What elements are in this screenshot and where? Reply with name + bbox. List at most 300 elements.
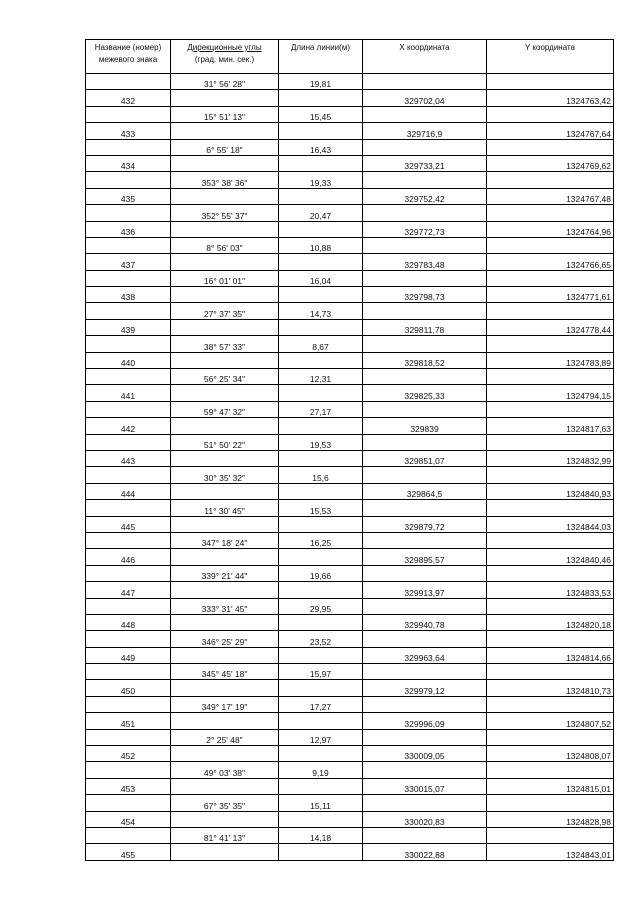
y-coordinate-cell: 1324771,61 xyxy=(487,287,614,303)
line-length-cell xyxy=(279,418,363,434)
point-row xyxy=(86,123,614,139)
direction-angle-cell: 38° 57' 33" xyxy=(171,336,279,352)
line-length-cell xyxy=(279,516,363,532)
segment-row xyxy=(86,303,614,319)
x-coordinate-cell xyxy=(363,434,487,450)
segment-row xyxy=(86,467,614,483)
y-coordinate-cell xyxy=(487,205,614,221)
direction-angle-cell: 352° 55' 37" xyxy=(171,205,279,221)
y-coordinate-cell: 1324764,96 xyxy=(487,221,614,237)
line-length-cell xyxy=(279,123,363,139)
point-row xyxy=(86,549,614,565)
y-coordinate-cell: 1324808,07 xyxy=(487,746,614,762)
header-point-name-line2: межевого знака xyxy=(98,55,158,64)
line-length-cell xyxy=(279,352,363,368)
x-coordinate-cell: 329733,21 xyxy=(363,155,487,171)
segment-row xyxy=(86,664,614,680)
y-coordinate-cell: 1324833,53 xyxy=(487,582,614,598)
point-name-cell xyxy=(86,303,171,319)
x-coordinate-cell xyxy=(363,500,487,516)
x-coordinate-cell: 329798,73 xyxy=(363,287,487,303)
y-coordinate-cell xyxy=(487,795,614,811)
x-coordinate-cell: 329879,72 xyxy=(363,516,487,532)
line-length-cell: 14,18 xyxy=(279,827,363,843)
y-coordinate-cell xyxy=(487,696,614,712)
direction-angle-cell xyxy=(171,123,279,139)
x-coordinate-cell xyxy=(363,336,487,352)
point-name-cell: 438 xyxy=(86,287,171,303)
segment-row xyxy=(86,565,614,581)
x-coordinate-cell: 329702,04 xyxy=(363,90,487,106)
point-row xyxy=(86,713,614,729)
y-coordinate-cell xyxy=(487,532,614,548)
point-name-cell: 454 xyxy=(86,811,171,827)
line-length-cell xyxy=(279,614,363,630)
point-name-cell xyxy=(86,270,171,286)
point-name-cell: 453 xyxy=(86,778,171,794)
line-length-cell xyxy=(279,778,363,794)
line-length-cell xyxy=(279,254,363,270)
point-row xyxy=(86,287,614,303)
direction-angle-cell: 333° 31' 45" xyxy=(171,598,279,614)
line-length-cell xyxy=(279,155,363,171)
point-name-cell: 432 xyxy=(86,90,171,106)
direction-angle-cell: 67° 35' 35" xyxy=(171,795,279,811)
header-y-text: Y координата xyxy=(524,43,576,52)
point-name-cell xyxy=(86,401,171,417)
point-name-cell xyxy=(86,762,171,778)
line-length-cell: 15,11 xyxy=(279,795,363,811)
direction-angle-cell xyxy=(171,680,279,696)
segment-row xyxy=(86,729,614,745)
point-name-cell: 449 xyxy=(86,647,171,663)
header-length-text: Длина линии(м) xyxy=(291,43,350,52)
x-coordinate-cell xyxy=(363,631,487,647)
point-name-cell xyxy=(86,237,171,253)
segment-row xyxy=(86,795,614,811)
y-coordinate-cell xyxy=(487,270,614,286)
y-coordinate-cell: 1324840,93 xyxy=(487,483,614,499)
direction-angle-cell: 353° 38' 36" xyxy=(171,172,279,188)
y-coordinate-cell: 1324807,52 xyxy=(487,713,614,729)
direction-angle-cell xyxy=(171,450,279,466)
direction-angle-cell: 8° 56' 03" xyxy=(171,237,279,253)
y-coordinate-cell: 1324769,62 xyxy=(487,155,614,171)
header-x-text: X координата xyxy=(399,43,450,52)
y-coordinate-cell: 1324767,64 xyxy=(487,123,614,139)
line-length-cell xyxy=(279,713,363,729)
x-coordinate-cell xyxy=(363,729,487,745)
point-name-cell xyxy=(86,664,171,680)
line-length-cell xyxy=(279,90,363,106)
segment-row xyxy=(86,827,614,843)
point-name-cell xyxy=(86,172,171,188)
line-length-cell: 10,88 xyxy=(279,237,363,253)
point-name-cell: 437 xyxy=(86,254,171,270)
x-coordinate-cell: 329818,52 xyxy=(363,352,487,368)
point-name-cell: 451 xyxy=(86,713,171,729)
y-coordinate-cell xyxy=(487,336,614,352)
line-length-cell xyxy=(279,450,363,466)
direction-angle-cell: 347° 18' 24" xyxy=(171,532,279,548)
x-coordinate-cell: 329979,12 xyxy=(363,680,487,696)
direction-angle-cell xyxy=(171,90,279,106)
point-name-cell xyxy=(86,500,171,516)
line-length-cell: 15,45 xyxy=(279,106,363,122)
x-coordinate-cell xyxy=(363,205,487,221)
point-name-cell: 455 xyxy=(86,844,171,860)
point-name-cell: 450 xyxy=(86,680,171,696)
y-coordinate-cell xyxy=(487,237,614,253)
header-point-name xyxy=(86,40,171,74)
x-coordinate-cell: 330009,05 xyxy=(363,746,487,762)
y-coordinate-cell xyxy=(487,139,614,155)
line-length-cell: 15,97 xyxy=(279,664,363,680)
line-length-cell: 15,6 xyxy=(279,467,363,483)
y-coordinate-cell xyxy=(487,106,614,122)
segment-row xyxy=(86,532,614,548)
line-length-cell: 12,31 xyxy=(279,369,363,385)
y-coordinate-cell: 1324828,98 xyxy=(487,811,614,827)
line-length-cell: 19,53 xyxy=(279,434,363,450)
point-row xyxy=(86,188,614,204)
y-coordinate-cell: 1324783,89 xyxy=(487,352,614,368)
point-name-cell: 445 xyxy=(86,516,171,532)
line-length-cell: 8,67 xyxy=(279,336,363,352)
header-point-name-line1: Название (номер) xyxy=(94,43,162,52)
x-coordinate-cell: 330020,83 xyxy=(363,811,487,827)
x-coordinate-cell: 329864,5 xyxy=(363,483,487,499)
y-coordinate-cell: 1324810,73 xyxy=(487,680,614,696)
direction-angle-cell xyxy=(171,778,279,794)
line-length-cell: 20,47 xyxy=(279,205,363,221)
point-row xyxy=(86,844,614,860)
direction-angle-cell xyxy=(171,385,279,401)
point-row xyxy=(86,778,614,794)
direction-angle-cell xyxy=(171,844,279,860)
line-length-cell xyxy=(279,287,363,303)
direction-angle-cell xyxy=(171,549,279,565)
point-name-cell: 435 xyxy=(86,188,171,204)
table-body xyxy=(86,74,614,861)
y-coordinate-cell: 1324817,63 xyxy=(487,418,614,434)
line-length-cell xyxy=(279,647,363,663)
line-length-cell: 16,25 xyxy=(279,532,363,548)
y-coordinate-cell xyxy=(487,74,614,90)
header-line-length xyxy=(279,40,363,74)
line-length-cell: 19,33 xyxy=(279,172,363,188)
segment-row xyxy=(86,369,614,385)
point-row xyxy=(86,352,614,368)
x-coordinate-cell: 329783,48 xyxy=(363,254,487,270)
point-name-cell: 440 xyxy=(86,352,171,368)
segment-row xyxy=(86,500,614,516)
point-name-cell: 447 xyxy=(86,582,171,598)
x-coordinate-cell xyxy=(363,237,487,253)
line-length-cell: 15,53 xyxy=(279,500,363,516)
x-coordinate-cell xyxy=(363,664,487,680)
header-angle-line2: (град. мин. сек.) xyxy=(194,55,255,64)
x-coordinate-cell xyxy=(363,401,487,417)
segment-row xyxy=(86,139,614,155)
x-coordinate-cell xyxy=(363,598,487,614)
x-coordinate-cell xyxy=(363,172,487,188)
point-name-cell: 443 xyxy=(86,450,171,466)
x-coordinate-cell xyxy=(363,74,487,90)
x-coordinate-cell: 329913,97 xyxy=(363,582,487,598)
x-coordinate-cell xyxy=(363,762,487,778)
x-coordinate-cell xyxy=(363,827,487,843)
y-coordinate-cell xyxy=(487,500,614,516)
direction-angle-cell: 56° 25' 34" xyxy=(171,369,279,385)
point-name-cell xyxy=(86,631,171,647)
segment-row xyxy=(86,205,614,221)
line-length-cell xyxy=(279,483,363,499)
y-coordinate-cell: 1324832,99 xyxy=(487,450,614,466)
point-name-cell: 448 xyxy=(86,614,171,630)
y-coordinate-cell xyxy=(487,565,614,581)
line-length-cell: 27,17 xyxy=(279,401,363,417)
line-length-cell xyxy=(279,680,363,696)
line-length-cell xyxy=(279,844,363,860)
y-coordinate-cell xyxy=(487,401,614,417)
point-name-cell xyxy=(86,565,171,581)
direction-angle-cell: 11° 30' 45" xyxy=(171,500,279,516)
point-name-cell xyxy=(86,696,171,712)
point-row xyxy=(86,90,614,106)
direction-angle-cell xyxy=(171,483,279,499)
line-length-cell xyxy=(279,582,363,598)
line-length-cell: 16,04 xyxy=(279,270,363,286)
y-coordinate-cell: 1324794,15 xyxy=(487,385,614,401)
direction-angle-cell xyxy=(171,647,279,663)
point-name-cell: 433 xyxy=(86,123,171,139)
direction-angle-cell: 51° 50' 22" xyxy=(171,434,279,450)
direction-angle-cell xyxy=(171,287,279,303)
point-name-cell xyxy=(86,106,171,122)
y-coordinate-cell: 1324814,66 xyxy=(487,647,614,663)
direction-angle-cell xyxy=(171,188,279,204)
y-coordinate-cell xyxy=(487,827,614,843)
direction-angle-cell: 49° 03' 38" xyxy=(171,762,279,778)
point-name-cell: 444 xyxy=(86,483,171,499)
line-length-cell xyxy=(279,811,363,827)
direction-angle-cell xyxy=(171,713,279,729)
point-name-cell: 452 xyxy=(86,746,171,762)
line-length-cell: 19,81 xyxy=(279,74,363,90)
point-name-cell xyxy=(86,336,171,352)
point-row xyxy=(86,450,614,466)
point-name-cell xyxy=(86,598,171,614)
direction-angle-cell xyxy=(171,516,279,532)
line-length-cell: 16,43 xyxy=(279,139,363,155)
x-coordinate-cell: 330015,07 xyxy=(363,778,487,794)
x-coordinate-cell: 329963,64 xyxy=(363,647,487,663)
x-coordinate-cell xyxy=(363,696,487,712)
point-name-cell: 442 xyxy=(86,418,171,434)
direction-angle-cell xyxy=(171,254,279,270)
x-coordinate-cell xyxy=(363,369,487,385)
point-name-cell: 446 xyxy=(86,549,171,565)
y-coordinate-cell: 1324820,18 xyxy=(487,614,614,630)
point-name-cell xyxy=(86,729,171,745)
x-coordinate-cell: 329811,78 xyxy=(363,319,487,335)
point-row xyxy=(86,811,614,827)
point-row xyxy=(86,680,614,696)
line-length-cell xyxy=(279,385,363,401)
direction-angle-cell: 346° 25' 29" xyxy=(171,631,279,647)
x-coordinate-cell: 329772,73 xyxy=(363,221,487,237)
boundary-coordinates-table xyxy=(85,39,614,861)
y-coordinate-cell xyxy=(487,172,614,188)
line-length-cell: 12,97 xyxy=(279,729,363,745)
point-name-cell xyxy=(86,827,171,843)
y-coordinate-cell xyxy=(487,369,614,385)
point-row xyxy=(86,614,614,630)
segment-row xyxy=(86,74,614,90)
line-length-cell: 17,27 xyxy=(279,696,363,712)
direction-angle-cell: 30° 35' 32" xyxy=(171,467,279,483)
x-coordinate-cell: 329996,09 xyxy=(363,713,487,729)
direction-angle-cell xyxy=(171,746,279,762)
segment-row xyxy=(86,401,614,417)
direction-angle-cell xyxy=(171,811,279,827)
direction-angle-cell xyxy=(171,155,279,171)
line-length-cell xyxy=(279,319,363,335)
x-coordinate-cell: 330022,88 xyxy=(363,844,487,860)
x-coordinate-cell: 329825,33 xyxy=(363,385,487,401)
direction-angle-cell: 339° 21' 44" xyxy=(171,565,279,581)
y-coordinate-cell xyxy=(487,631,614,647)
x-coordinate-cell: 329895,57 xyxy=(363,549,487,565)
y-coordinate-cell xyxy=(487,664,614,680)
y-coordinate-cell xyxy=(487,762,614,778)
x-coordinate-cell: 329851,07 xyxy=(363,450,487,466)
header-angle-line1: Дирекционные углы xyxy=(187,43,262,52)
direction-angle-cell xyxy=(171,418,279,434)
point-row xyxy=(86,254,614,270)
line-length-cell: 29,95 xyxy=(279,598,363,614)
header-y-coordinate xyxy=(487,40,614,74)
direction-angle-cell: 31° 56' 28" xyxy=(171,74,279,90)
point-row xyxy=(86,221,614,237)
y-coordinate-cell xyxy=(487,598,614,614)
line-length-cell: 23,52 xyxy=(279,631,363,647)
x-coordinate-cell: 329839 xyxy=(363,418,487,434)
y-coordinate-cell xyxy=(487,303,614,319)
line-length-cell: 9,19 xyxy=(279,762,363,778)
y-coordinate-cell: 1324778,44 xyxy=(487,319,614,335)
y-coordinate-cell: 1324763,42 xyxy=(487,90,614,106)
direction-angle-cell: 59° 47' 32" xyxy=(171,401,279,417)
segment-row xyxy=(86,598,614,614)
y-coordinate-cell: 1324840,46 xyxy=(487,549,614,565)
point-name-cell xyxy=(86,369,171,385)
point-name-cell xyxy=(86,467,171,483)
point-name-cell: 441 xyxy=(86,385,171,401)
header-direction-angle xyxy=(171,40,279,74)
direction-angle-cell: 15° 51' 13" xyxy=(171,106,279,122)
direction-angle-cell xyxy=(171,221,279,237)
line-length-cell xyxy=(279,746,363,762)
point-name-cell xyxy=(86,205,171,221)
x-coordinate-cell xyxy=(363,270,487,286)
segment-row xyxy=(86,631,614,647)
point-row xyxy=(86,516,614,532)
point-row xyxy=(86,746,614,762)
point-row xyxy=(86,155,614,171)
segment-row xyxy=(86,237,614,253)
point-row xyxy=(86,418,614,434)
direction-angle-cell xyxy=(171,319,279,335)
x-coordinate-cell xyxy=(363,467,487,483)
segment-row xyxy=(86,172,614,188)
line-length-cell: 19,66 xyxy=(279,565,363,581)
point-row xyxy=(86,385,614,401)
direction-angle-cell: 16° 01' 01" xyxy=(171,270,279,286)
point-name-cell xyxy=(86,532,171,548)
direction-angle-cell xyxy=(171,582,279,598)
line-length-cell xyxy=(279,549,363,565)
y-coordinate-cell xyxy=(487,467,614,483)
point-name-cell: 436 xyxy=(86,221,171,237)
point-row xyxy=(86,647,614,663)
segment-row xyxy=(86,762,614,778)
direction-angle-cell xyxy=(171,614,279,630)
table-header-row xyxy=(86,40,614,74)
segment-row xyxy=(86,336,614,352)
point-name-cell xyxy=(86,74,171,90)
point-row xyxy=(86,483,614,499)
x-coordinate-cell: 329940,78 xyxy=(363,614,487,630)
direction-angle-cell xyxy=(171,352,279,368)
point-name-cell xyxy=(86,434,171,450)
x-coordinate-cell: 329716,9 xyxy=(363,123,487,139)
header-x-coordinate xyxy=(363,40,487,74)
y-coordinate-cell xyxy=(487,729,614,745)
line-length-cell xyxy=(279,221,363,237)
point-row xyxy=(86,319,614,335)
y-coordinate-cell: 1324815,01 xyxy=(487,778,614,794)
point-name-cell: 434 xyxy=(86,155,171,171)
y-coordinate-cell: 1324767,48 xyxy=(487,188,614,204)
x-coordinate-cell xyxy=(363,139,487,155)
segment-row xyxy=(86,434,614,450)
direction-angle-cell: 345° 45' 18" xyxy=(171,664,279,680)
x-coordinate-cell xyxy=(363,532,487,548)
line-length-cell: 14,73 xyxy=(279,303,363,319)
point-name-cell: 439 xyxy=(86,319,171,335)
x-coordinate-cell: 329752,42 xyxy=(363,188,487,204)
direction-angle-cell: 2° 25' 48" xyxy=(171,729,279,745)
direction-angle-cell: 6° 55' 18" xyxy=(171,139,279,155)
x-coordinate-cell xyxy=(363,795,487,811)
y-coordinate-cell: 1324844,03 xyxy=(487,516,614,532)
direction-angle-cell: 81° 41' 13" xyxy=(171,827,279,843)
y-coordinate-cell: 1324843,01 xyxy=(487,844,614,860)
direction-angle-cell: 27° 37' 35" xyxy=(171,303,279,319)
point-name-cell xyxy=(86,139,171,155)
segment-row xyxy=(86,270,614,286)
direction-angle-cell: 349° 17' 19" xyxy=(171,696,279,712)
y-coordinate-cell xyxy=(487,434,614,450)
segment-row xyxy=(86,106,614,122)
x-coordinate-cell xyxy=(363,565,487,581)
x-coordinate-cell xyxy=(363,106,487,122)
point-name-cell xyxy=(86,795,171,811)
point-row xyxy=(86,582,614,598)
y-coordinate-cell: 1324766,65 xyxy=(487,254,614,270)
